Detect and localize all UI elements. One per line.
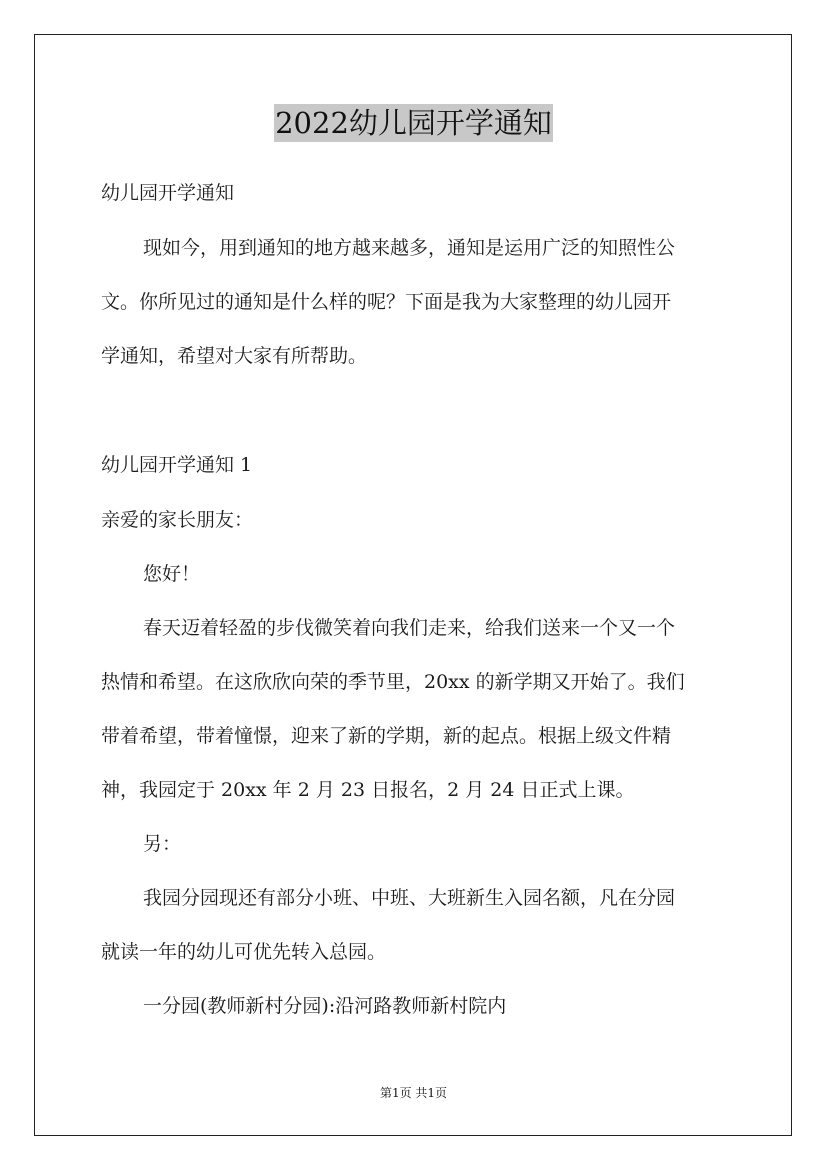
page-number: 第1页 共1页 — [379, 1086, 448, 1100]
note-label: 另： — [143, 833, 182, 855]
para1-line-4: 神，我园定于 20xx 年 2 月 23 日报名，2 月 24 日正式上课。 — [101, 779, 635, 801]
para1-line-3: 带着希望，带着憧憬，迎来了新的学期，新的起点。根据上级文件精 — [101, 725, 672, 747]
intro-line-2: 文。你所见过的通知是什么样的呢？下面是我为大家整理的幼儿园开 — [101, 291, 672, 313]
section-heading: 幼儿园开学通知 1 — [101, 454, 253, 476]
title-wrap — [0, 104, 827, 142]
para2-line-1: 我园分园现还有部分小班、中班、大班新生入园名额，凡在分园 — [143, 887, 676, 909]
subtitle: 幼儿园开学通知 — [101, 182, 235, 204]
para2-line-2: 就读一年的幼儿可优先转入总园。 — [101, 941, 387, 963]
para1-line-1: 春天迈着轻盈的步伐微笑着向我们走来，给我们送来一个又一个 — [143, 617, 676, 639]
greeting: 您好！ — [143, 563, 201, 585]
page-footer — [0, 1084, 827, 1101]
para1-line-2: 热情和希望。在这欣欣向荣的季节里，20xx 的新学期又开始了。我们 — [101, 671, 685, 693]
salutation: 亲爱的家长朋友： — [101, 509, 254, 531]
intro-line-1: 现如今，用到通知的地方越来越多，通知是运用广泛的知照性公 — [143, 237, 676, 259]
branch-line: 一分园(教师新村分园):沿河路教师新村院内 — [143, 995, 507, 1017]
document-title: 2022幼儿园开学通知 — [275, 106, 552, 140]
intro-line-3: 学通知，希望对大家有所帮助。 — [101, 345, 368, 367]
